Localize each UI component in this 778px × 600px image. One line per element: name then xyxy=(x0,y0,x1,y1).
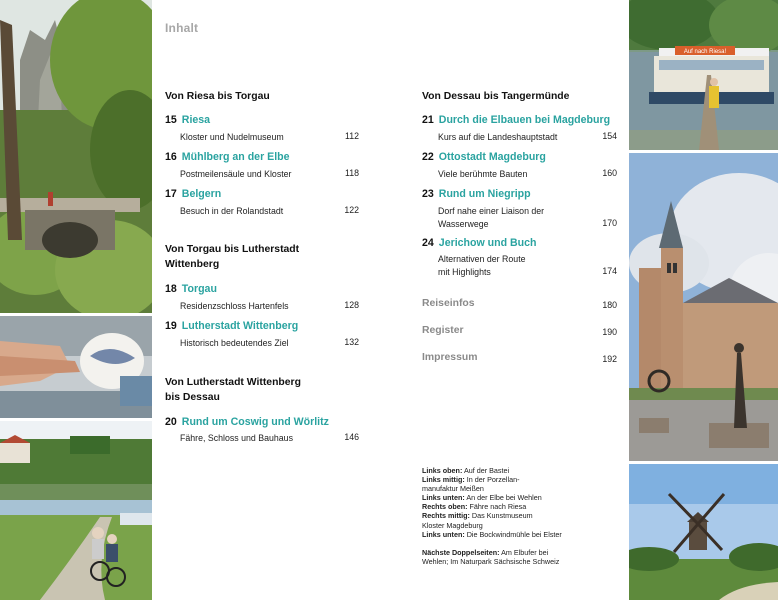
toc-entry-23[interactable]: 23 Rund um Niegripp xyxy=(422,188,531,200)
section-heading: Von Torgau bis Lutherstadt Wittenberg xyxy=(165,244,300,270)
page-number: 180 xyxy=(602,300,617,310)
toc-entry-24[interactable]: 24 Jerichow und Buch xyxy=(422,237,537,249)
photo-porzellanmanufaktur xyxy=(0,316,152,418)
photo-faehre-riesa xyxy=(629,0,778,150)
toc-register[interactable]: Register xyxy=(422,325,464,336)
photo-captions xyxy=(422,466,592,566)
toc-entry-subtitle: Fähre, Schloss und Bauhaus xyxy=(180,433,293,443)
page-number: 122 xyxy=(344,205,359,215)
photo-kunstmuseum-kloster xyxy=(629,153,778,461)
toc-entry-19[interactable]: 19 Lutherstadt Wittenberg xyxy=(165,320,299,332)
caption-line: Links unten: An der Elbe bei Wehlen xyxy=(422,493,542,503)
toc-entry-21[interactable]: 21 Durch die Elbauen bei Magdeburg xyxy=(422,114,611,126)
toc-entry-18[interactable]: 18 Torgau xyxy=(165,283,217,295)
page-number: 174 xyxy=(602,266,617,276)
toc-entry-subtitle: Kurs auf die Landeshauptstadt xyxy=(438,132,558,142)
toc-entry-subtitle: Besuch in der Rolandstadt xyxy=(180,206,284,216)
page-number: 154 xyxy=(602,131,617,141)
toc-entry-16[interactable]: 16 Mühlberg an der Elbe xyxy=(165,151,290,163)
toc-entry-subtitle: Viele berühmte Bauten xyxy=(438,169,528,179)
caption-line: Links mittig: In der Porzellan- xyxy=(422,475,520,485)
toc-entry-subtitle: Dorf nahe einer Liaison der Wasserwege xyxy=(438,206,545,230)
section-heading: Von Lutherstadt Wittenberg bis Dessau xyxy=(165,377,301,403)
toc-entry-subtitle: Postmeilensäule und Kloster xyxy=(180,169,292,179)
page-number: 146 xyxy=(344,432,359,442)
caption-line: Rechts mittig: Das Kunstmuseum xyxy=(422,511,533,521)
section-heading: Von Riesa bis Torgau xyxy=(165,91,270,102)
toc-entry-subtitle: Residenzschloss Hartenfels xyxy=(180,301,289,311)
caption-line: Rechts oben: Fähre nach Riesa xyxy=(422,502,527,512)
toc-entry-subtitle: Historisch bedeutendes Ziel xyxy=(180,338,289,348)
caption-line: Wehlen; Im Naturpark Sächsische Schweiz xyxy=(422,556,560,566)
toc-entry-15[interactable]: 15 Riesa xyxy=(165,114,211,126)
caption-line: Links oben: Auf der Bastei xyxy=(422,466,510,475)
caption-line: Links unten: Die Bockwindmühle bei Elster xyxy=(422,529,562,539)
toc-entry-20[interactable]: 20 Rund um Coswig und Wörlitz xyxy=(165,416,329,428)
caption-line: Kloster Magdeburg xyxy=(422,520,483,530)
page-number: 112 xyxy=(344,131,359,141)
caption-line: Nächste Doppelseiten: Am Elbufer bei xyxy=(422,547,549,557)
toc-reiseinfos[interactable]: Reiseinfos xyxy=(422,298,475,309)
page-number: 132 xyxy=(344,337,359,347)
page-number: 170 xyxy=(602,218,617,228)
photo-elbe-wehlen xyxy=(0,421,152,600)
page-number: 160 xyxy=(602,168,617,178)
page-number: 118 xyxy=(344,168,359,178)
toc-entry-subtitle: Alternativen der Route mit Highlights xyxy=(438,254,526,278)
toc-entry-17[interactable]: 17 Belgern xyxy=(165,188,222,200)
page-title: Inhalt xyxy=(165,21,199,35)
page-number: 192 xyxy=(602,354,617,364)
photo-bockwindmuehle xyxy=(629,464,778,600)
ferry-sign-text: Auf nach Riesa! xyxy=(683,49,727,55)
caption-line: manufaktur Meißen xyxy=(422,484,484,494)
page-number: 128 xyxy=(344,300,359,310)
toc-impressum[interactable]: Impressum xyxy=(422,352,478,363)
photo-bastei xyxy=(0,0,152,313)
toc-entry-subtitle: Kloster und Nudelmuseum xyxy=(180,132,284,142)
section-heading: Von Dessau bis Tangermünde xyxy=(422,91,570,102)
page-number: 190 xyxy=(602,327,617,337)
toc-entry-22[interactable]: 22 Ottostadt Magdeburg xyxy=(422,151,546,163)
